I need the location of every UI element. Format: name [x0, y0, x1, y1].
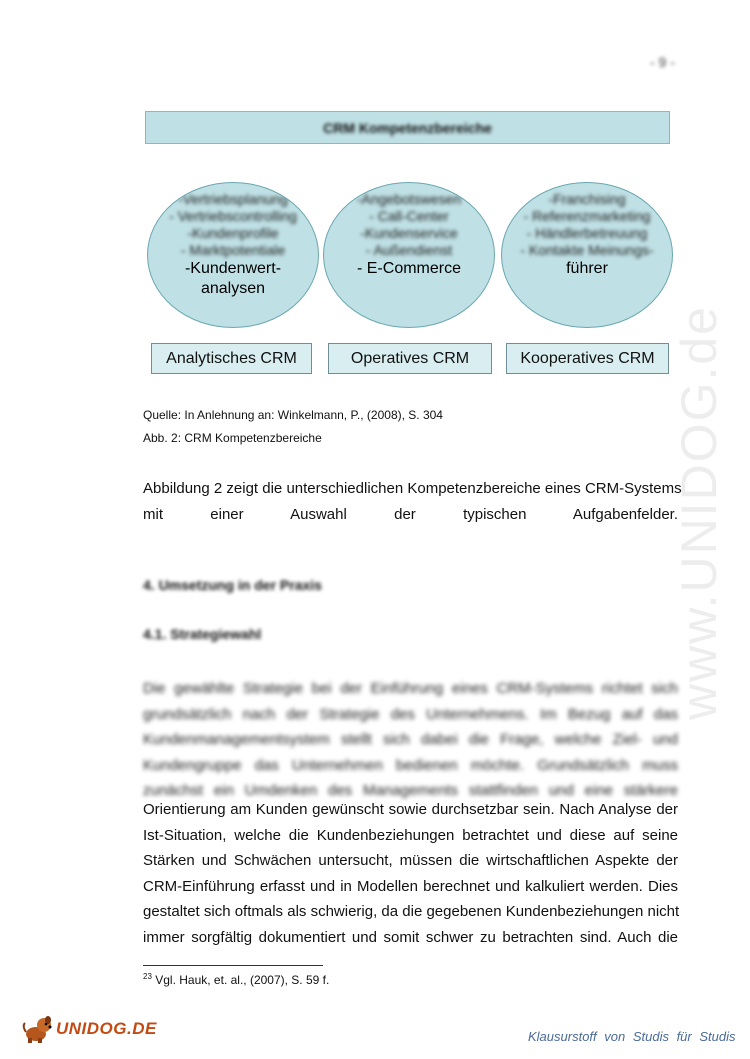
text-line: mit einer Auswahl der typischen Aufgabenfelder. [143, 505, 678, 523]
figure-caption: Abb. 2: CRM Kompetenzbereiche [143, 431, 322, 445]
logo-text: UNIDOG.DE [56, 1019, 157, 1038]
intro-paragraph [143, 476, 682, 527]
circle-cooperative [501, 182, 673, 328]
footnote-text: Vgl. Hauk, et. al., (2007), S. 59 f. [151, 973, 330, 987]
circle-operative-clear [324, 259, 494, 279]
circle-line: - Händlerbetreuung [526, 225, 648, 241]
text-line: Kundenmanagementsystem stellt sich dabei die Frage, welche Ziel- und [143, 731, 678, 748]
circle-line: - Call-Center [369, 208, 449, 224]
page-number: - 9 - [650, 54, 675, 70]
circle-line: führer [566, 260, 608, 277]
text-line: Stärken und Schwächen untersucht, müssen die wirtschaftlichen Aspekte der [143, 852, 678, 869]
unidog-logo[interactable] [22, 1014, 157, 1044]
label-analytic-crm: Analytisches CRM [151, 343, 312, 374]
circle-line: analysen [200, 280, 266, 297]
circle-line: -Vertriebsplanung [178, 191, 288, 207]
footnote-divider [143, 965, 323, 966]
text-line: Ist-Situation, welche die Kundenbeziehungen betrachtet und diese auf seine [143, 826, 678, 844]
circle-line: -Franchising [548, 191, 626, 207]
circle-line: - Vertriebscontrolling [169, 208, 297, 224]
figure-header-text: CRM Kompetenzbereiche [323, 119, 492, 136]
circle-line: -Kundenservice [360, 225, 458, 241]
label-operative-crm: Operatives CRM [328, 343, 492, 374]
label-cooperative-crm: Kooperatives CRM [506, 343, 669, 374]
footnote [143, 972, 329, 987]
circle-analytic-blurred [148, 191, 318, 259]
circle-line: - Marktpotentiale [180, 242, 286, 258]
circle-line: -Kundenwert- [184, 260, 282, 277]
circle-cooperative-blurred [502, 191, 672, 259]
section-heading: 4. Umsetzung in der Praxis [143, 577, 322, 593]
body-paragraph [143, 797, 678, 950]
circle-line: -Angebotswesen [356, 191, 462, 207]
watermark: www.UNIDOG.de [671, 305, 727, 720]
blurred-paragraph [143, 676, 678, 804]
text-line: gestaltet sich oftmals als schwierig, da die gegebenen Kundenbeziehungen nicht [143, 903, 680, 920]
circle-line: -Kundenprofile [187, 225, 279, 241]
tagline: Klausurstoff von Studis für Studis [528, 1029, 736, 1044]
circle-analytic-clear [148, 259, 318, 299]
text-line: Die gewählte Strategie bei der Einführung eines CRM-Systems richtet sich [143, 680, 678, 697]
text-line: grundsätzlich nach der Strategie des Unternehmens. Im Bezug auf das [143, 705, 678, 723]
circle-line: - Außendienst [365, 242, 453, 258]
circle-line: - Kontakte Meinungs- [520, 242, 654, 258]
subsection-heading: 4.1. Strategiewahl [143, 626, 262, 642]
circle-analytic [147, 182, 319, 328]
text-line: zunächst ein Umdenken des Managements stattfinden und eine stärkere [143, 782, 678, 799]
text-line: immer sorgfältig dokumentiert und somit schwer zu betrachten sind. Auch die [143, 928, 678, 946]
text-line: CRM-Einführung erfasst und in Modellen berechnet und kalkuliert werden. Dies [143, 877, 678, 895]
footnote-number: 23 [143, 972, 152, 981]
circle-line: - Referenzmarketing [523, 208, 651, 224]
text-line: Abbildung 2 zeigt die unterschiedlichen Kompetenzbereiche eines CRM-Systems [143, 480, 682, 497]
circle-operative-blurred [324, 191, 494, 259]
text-line: Kundengruppe das Unternehmen bedienen möchte. Grundsätzlich muss [143, 756, 678, 774]
circle-cooperative-clear [502, 259, 672, 279]
text-line: Orientierung am Kunden gewünscht sowie durchsetzbar sein. Nach Analyse der [143, 801, 678, 818]
circle-line: - E-Commerce [356, 260, 461, 277]
figure-header [145, 111, 670, 144]
circle-operative [323, 182, 495, 328]
dog-icon [22, 1014, 54, 1044]
figure-source: Quelle: In Anlehnung an: Winkelmann, P., (2008), S. 304 [143, 408, 443, 422]
